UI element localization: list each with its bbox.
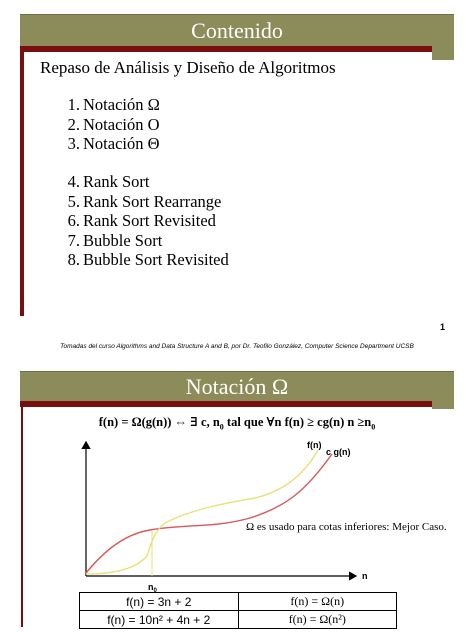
outline-item: 8. Bubble Sort Revisited [67, 250, 229, 269]
omega-definition: f(n) = Ω(g(n)) ⇔ ∃ c, $n_0$ tal que ∀n f(n) ≥ cg(n) $n \ge n_0$ [98, 415, 376, 432]
header-rule [20, 401, 432, 407]
outline-item: 2. Notación O [67, 114, 160, 134]
page-number: 1 [440, 322, 446, 332]
table-row [80, 593, 397, 611]
header-accent [432, 401, 454, 409]
outline-item: 3. Notación Θ [67, 134, 160, 153]
cg-n-curve [86, 454, 332, 573]
table-cell: f(n) = Ω(n) [238, 593, 397, 611]
omega-graph [0, 428, 474, 598]
slide-title: Notación Ω [185, 374, 289, 399]
label-n: n [362, 571, 368, 581]
slide-notacion-omega [0, 366, 474, 632]
table-cell: f(n) = Ω(n²) [238, 611, 397, 629]
table-row [80, 611, 397, 629]
outline-item: 7. Bubble Sort [67, 230, 163, 250]
outline-item: 5. Rank Sort Rearrange [67, 191, 222, 211]
header-rule [20, 46, 432, 52]
examples-table [79, 592, 397, 629]
slide-header [20, 14, 454, 47]
outline-list-group2 [62, 172, 229, 270]
outline-item: 6. Rank Sort Revisited [67, 211, 216, 230]
label-n0: $n_0$ [148, 582, 157, 594]
table-cell: f(n) = 3n + 2 [80, 593, 239, 611]
header-accent [432, 46, 454, 60]
outline-item: 1. Notación Ω [67, 95, 160, 114]
omega-note: Ω es usado para cotas inferiores: Mejor Caso. [246, 521, 447, 533]
slide-header [20, 371, 454, 402]
outline-list-group1 [62, 95, 160, 154]
label-fn: f(n) [307, 440, 322, 450]
outline-item: 4. Rank Sort [67, 172, 150, 191]
slide-title: Contenido [191, 18, 283, 43]
left-border [20, 46, 24, 316]
footnote: Tomadas del curso Algorithms and Data Structure A and B, por Dr. Teofilo González, Computer Science Department UCSB [60, 343, 414, 350]
f-n-curve [86, 450, 318, 574]
slide-subtitle: Repaso de Análisis y Diseño de Algoritmos [40, 58, 336, 77]
label-cgn: c g(n) [326, 447, 351, 457]
table-cell: f(n) = 10n² + 4n + 2 [80, 611, 239, 629]
